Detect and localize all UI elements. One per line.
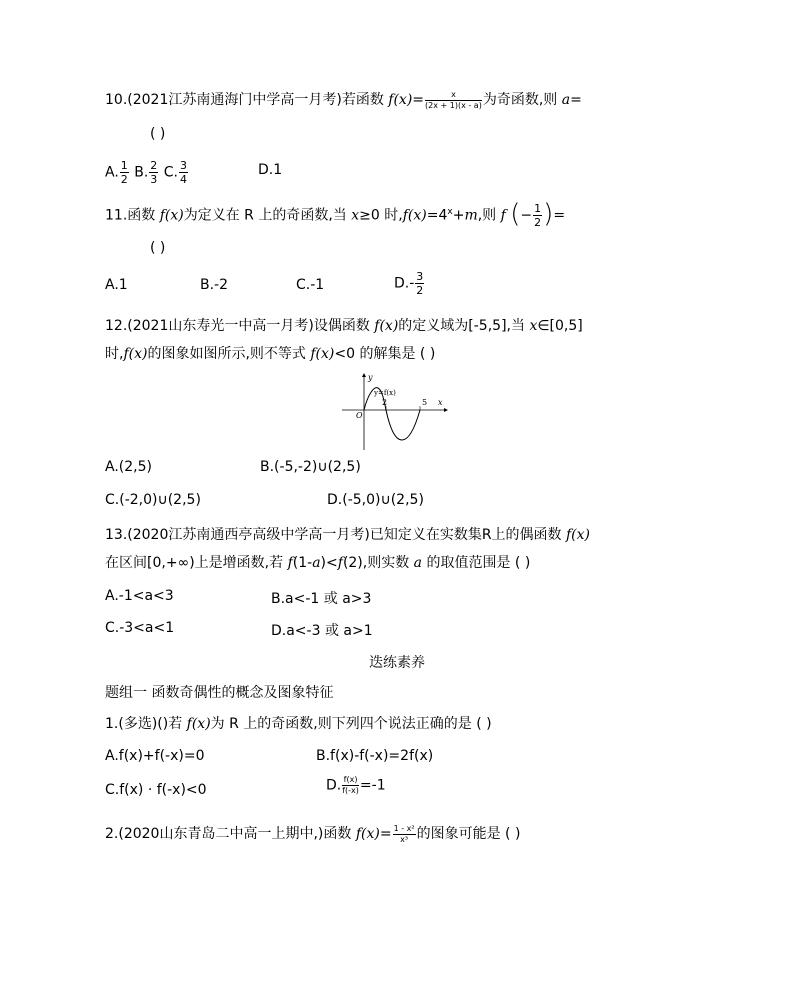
q12-function-graph <box>340 372 450 452</box>
q13-option-b: B.a<-1 或 a>3 <box>271 591 372 607</box>
q13-stem-line2: 在区间[0,+∞)上是增函数,若 f(1-a)<f(2),则实数 a 的取值范围是 ( ) <box>105 555 531 571</box>
q10-option-d: D.1 <box>258 162 283 178</box>
q11-stem: 11.函数 f(x)为定义在 R 上的奇函数,当 x≥0 时$,f(x)=4^x+m$,则 f (− $\frac{1}{2}$ )= <box>105 198 566 230</box>
q11-option-b: B.-2 <box>200 277 229 293</box>
q12-option-a: A.(2,5) <box>105 459 152 475</box>
y-label: y <box>368 373 373 382</box>
origin-label: O <box>356 411 363 420</box>
x-axis-arrow <box>444 408 448 412</box>
q13-option-c: C.-3<a<1 <box>105 620 175 636</box>
q10-answer-paren: ( ) <box>150 126 166 142</box>
q13-stem-line1: 13.(2020江苏南通西亭高级中学高一月考)已知定义在实数集R上的偶函数 f(x) <box>105 527 591 543</box>
x-label: x <box>438 398 443 407</box>
p1-option-b: B.f(x)-f(-x)=2f(x) <box>316 748 434 764</box>
q10-fraction: $\frac{x}{(2x + 1)(x - a)}$ <box>425 89 482 110</box>
tick-label-2: 2 <box>382 398 388 407</box>
p1-stem: 1.(多选)()若 f(x)为 R 上的奇函数,则下列四个说法正确的是 ( ) <box>105 716 492 732</box>
curve-label: y=f(x) <box>374 389 396 397</box>
tick-label-5: 5 <box>422 398 428 407</box>
q12-stem-line1: 12.(2021山东寿光一中高一月考)设偶函数 f(x)的定义域为[-5,5],当 x∈[0,5] <box>105 318 583 334</box>
q10-stem: 10.(2021江苏南通海门中学高一月考)若函数 f(x)= $\frac{x}{(2x + 1)(x - a)}$ 为奇函数,则 a= <box>105 89 582 110</box>
q12-option-c: C.(-2,0)∪(2,5) <box>105 492 201 508</box>
group-heading: 题组一 函数奇偶性的概念及图象特征 <box>105 685 334 701</box>
p1-option-a: A.f(x)+f(-x)=0 <box>105 748 205 764</box>
y-axis-arrow <box>362 373 366 377</box>
q11-answer-paren: ( ) <box>150 240 166 256</box>
section-title: 迭练素养 <box>369 655 425 671</box>
q12-option-b: B.(-5,-2)∪(2,5) <box>260 459 361 475</box>
q11-option-a: A.1 <box>105 277 128 293</box>
q12-option-d: D.(-5,0)∪(2,5) <box>327 492 424 508</box>
p1-option-d: D. $\frac{f(x)}{f(-x)}$ =-1 <box>326 775 386 795</box>
q11-option-d: D.- $\frac{3}{2}$ <box>394 270 424 297</box>
q13-option-a: A.-1<a<3 <box>105 588 174 604</box>
q11-option-c: C.-1 <box>296 277 325 293</box>
p1-option-c: C.f(x) · f(-x)<0 <box>105 782 207 798</box>
q13-option-d: D.a<-3 或 a>1 <box>271 623 373 639</box>
q10-options: A. $\frac{1}{2}$ B. $\frac{2}{3}$ C. $\frac{3}{4}$ <box>105 159 187 186</box>
p2-stem: 2.(2020山东青岛二中高一上期中,)函数 f(x)= $\frac{\text{1 - x²}}{\text{x³}}$ 的图象可能是 ( ) <box>105 823 521 844</box>
q12-stem-line2: 时,f(x)的图象如图所示,则不等式 f(x)<0 的解集是 ( ) <box>105 346 436 362</box>
